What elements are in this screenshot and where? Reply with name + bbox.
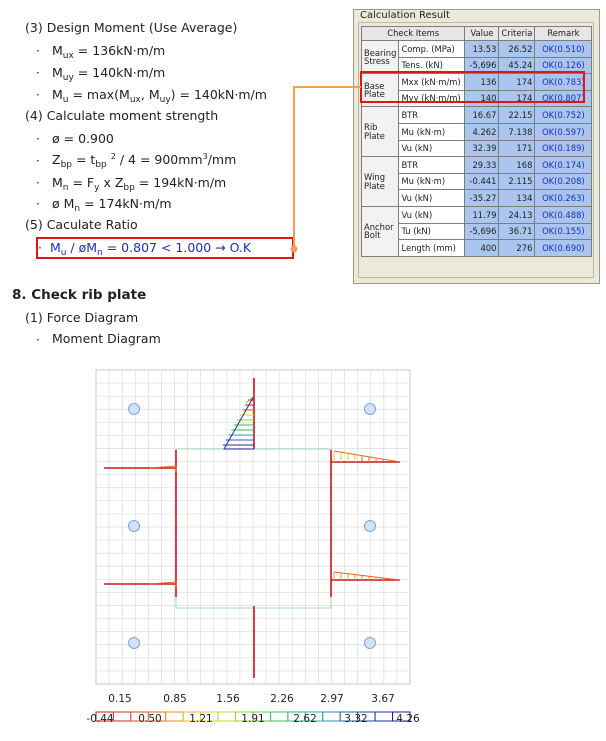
legend-bottom-label: 2.62 bbox=[293, 713, 317, 725]
criteria-cell: 174 bbox=[499, 90, 535, 107]
step5-number: (5) bbox=[25, 217, 43, 232]
legend-swatch bbox=[166, 712, 183, 721]
bullet: · bbox=[36, 44, 40, 58]
remark-cell: OK(0.263) bbox=[535, 190, 592, 207]
color-legend bbox=[86, 693, 420, 725]
value-cell: 11.79 bbox=[465, 206, 499, 223]
header-criteria: Criteria bbox=[499, 27, 535, 41]
check-item: Mxx (kN·m/m) bbox=[399, 74, 465, 91]
group-label: Anchor Bolt bbox=[362, 206, 399, 256]
remark-cell: OK(0.488) bbox=[535, 206, 592, 223]
legend-top-label: 0.15 bbox=[108, 693, 132, 705]
legend-swatch bbox=[375, 712, 392, 721]
check-item: Myy (kN·m/m) bbox=[399, 90, 465, 107]
check-item: Mu (kN·m) bbox=[399, 123, 465, 140]
remark-cell: OK(0.783) bbox=[535, 74, 592, 91]
value-cell: 13.53 bbox=[465, 41, 499, 58]
check-item: BTR bbox=[399, 157, 465, 174]
check-item: BTR bbox=[399, 107, 465, 124]
ratio-formula: · $M_u$ / $øM_n = 0.807 < 1.000 \to O.K$ bbox=[38, 240, 252, 258]
remark-cell: OK(0.510) bbox=[535, 41, 592, 58]
bullet: · bbox=[36, 154, 40, 168]
step5-title: Caculate Ratio bbox=[46, 217, 138, 232]
criteria-cell: 36.71 bbox=[499, 223, 535, 240]
value-cell: 16.67 bbox=[465, 107, 499, 124]
legend-top-label: 3.67 bbox=[371, 693, 395, 705]
legend-top-label: 2.97 bbox=[320, 693, 344, 705]
legend-bottom-label: 1.21 bbox=[189, 713, 213, 725]
legend-bottom-label: 0.50 bbox=[138, 713, 162, 725]
criteria-cell: 26.52 bbox=[499, 41, 535, 58]
mn-formula: $M_n = F_y$ x $Z_{bp} = 194kN\cdot m/m$ bbox=[52, 175, 227, 193]
criteria-cell: 171 bbox=[499, 140, 535, 157]
step4-number: (4) bbox=[25, 108, 43, 123]
step4-title: Calculate moment strength bbox=[46, 108, 219, 123]
bullet: · bbox=[36, 132, 40, 146]
mu-formula: $M_u = \max(M_{ux}$, $M_{uy}) = 140kN\cdot m/m$ bbox=[52, 87, 267, 105]
step3-number: (3) bbox=[25, 20, 43, 35]
legend-swatch bbox=[218, 712, 235, 721]
moment-diagram-label: Moment Diagram bbox=[52, 331, 161, 346]
criteria-cell: 2.115 bbox=[499, 173, 535, 190]
value-cell: 400 bbox=[465, 240, 499, 257]
anchor-bolt-marker bbox=[365, 521, 376, 532]
value-cell: 136 bbox=[465, 74, 499, 91]
moment-diagram bbox=[96, 370, 410, 684]
remark-cell: OK(0.189) bbox=[535, 140, 592, 157]
header-check-items: Check Items bbox=[362, 27, 465, 41]
check-item: Tens. (kN) bbox=[399, 57, 465, 74]
phi-value: ø = 0.900 bbox=[52, 131, 114, 146]
bullet: · bbox=[36, 197, 40, 211]
anchor-bolt-marker bbox=[129, 404, 140, 415]
remark-cell: OK(0.752) bbox=[535, 107, 592, 124]
remark-cell: OK(0.690) bbox=[535, 240, 592, 257]
remark-cell: OK(0.597) bbox=[535, 123, 592, 140]
remark-cell: OK(0.155) bbox=[535, 223, 592, 240]
criteria-cell: 24.13 bbox=[499, 206, 535, 223]
value-cell: -35.27 bbox=[465, 190, 499, 207]
section-8-title: 8. Check rib plate bbox=[12, 287, 147, 303]
anchor-bolt-marker bbox=[129, 521, 140, 532]
criteria-cell: 134 bbox=[499, 190, 535, 207]
muy-formula: $M_{uy} = 140kN\cdot m/m$ bbox=[52, 65, 166, 83]
legend-swatch bbox=[323, 712, 340, 721]
check-item: Length (mm) bbox=[399, 240, 465, 257]
header-remark: Remark bbox=[535, 27, 592, 41]
legend-bottom-label: 4.26 bbox=[396, 713, 420, 725]
anchor-bolt-marker bbox=[365, 404, 376, 415]
step3-title: Design Moment (Use Average) bbox=[46, 20, 238, 35]
header-value: Value bbox=[465, 27, 499, 41]
legend-top-label: 2.26 bbox=[270, 693, 294, 705]
legend-bottom-label: 3.32 bbox=[344, 713, 368, 725]
bullet: · bbox=[36, 88, 40, 102]
value-cell: 32.39 bbox=[465, 140, 499, 157]
group-label: Wing Plate bbox=[362, 157, 399, 207]
legend-top-label: 1.56 bbox=[216, 693, 240, 705]
criteria-cell: 7.138 bbox=[499, 123, 535, 140]
remark-cell: OK(0.208) bbox=[535, 173, 592, 190]
group-label: Rib Plate bbox=[362, 107, 399, 157]
value-cell: 29.33 bbox=[465, 157, 499, 174]
value-cell: -5,696 bbox=[465, 57, 499, 74]
group-label: Base Plate bbox=[362, 74, 399, 107]
force-diagram-heading: (1) Force Diagram bbox=[25, 310, 139, 325]
group-label: Bearing Stress bbox=[362, 41, 399, 74]
criteria-cell: 168 bbox=[499, 157, 535, 174]
remark-cell: OK(0.807) bbox=[535, 90, 592, 107]
criteria-cell: 45.24 bbox=[499, 57, 535, 74]
check-item: Vu (kN) bbox=[399, 206, 465, 223]
anchor-bolt-marker bbox=[129, 638, 140, 649]
legend-top-label: 0.85 bbox=[163, 693, 187, 705]
anchor-bolt-marker bbox=[365, 638, 376, 649]
value-cell: -5,696 bbox=[465, 223, 499, 240]
legend-bottom-label: 1.91 bbox=[241, 713, 265, 725]
check-item: Tu (kN) bbox=[399, 223, 465, 240]
check-item: Comp. (MPa) bbox=[399, 41, 465, 58]
bullet: · bbox=[36, 66, 40, 80]
legend-bottom-label: -0.44 bbox=[86, 713, 114, 725]
legend-swatch bbox=[113, 712, 130, 721]
value-cell: -0.441 bbox=[465, 173, 499, 190]
check-item: Mu (kN·m) bbox=[399, 173, 465, 190]
remark-cell: OK(0.174) bbox=[535, 157, 592, 174]
mux-formula: $M_{ux} = 136kN\cdot m/m$ bbox=[52, 43, 166, 61]
connector-line bbox=[294, 87, 361, 249]
bullet: · bbox=[36, 333, 40, 347]
check-item: Vu (kN) bbox=[399, 140, 465, 157]
zbp-formula: $Z_{bp} = t_{bp}$ $^2 / 4 = 900mm^3/mm$ bbox=[52, 152, 237, 171]
check-item: Vu (kN) bbox=[399, 190, 465, 207]
remark-cell: OK(0.126) bbox=[535, 57, 592, 74]
bullet: · bbox=[36, 176, 40, 190]
criteria-cell: 174 bbox=[499, 74, 535, 91]
legend-swatch bbox=[270, 712, 287, 721]
criteria-cell: 276 bbox=[499, 240, 535, 257]
criteria-cell: 22.15 bbox=[499, 107, 535, 124]
value-cell: 4.262 bbox=[465, 123, 499, 140]
phimn-formula: ø $M_n = 174kN\cdot m/m$ bbox=[52, 196, 172, 214]
calculation-result-title: Calculation Result bbox=[360, 10, 450, 21]
value-cell: 140 bbox=[465, 90, 499, 107]
connector-dot bbox=[291, 246, 298, 253]
